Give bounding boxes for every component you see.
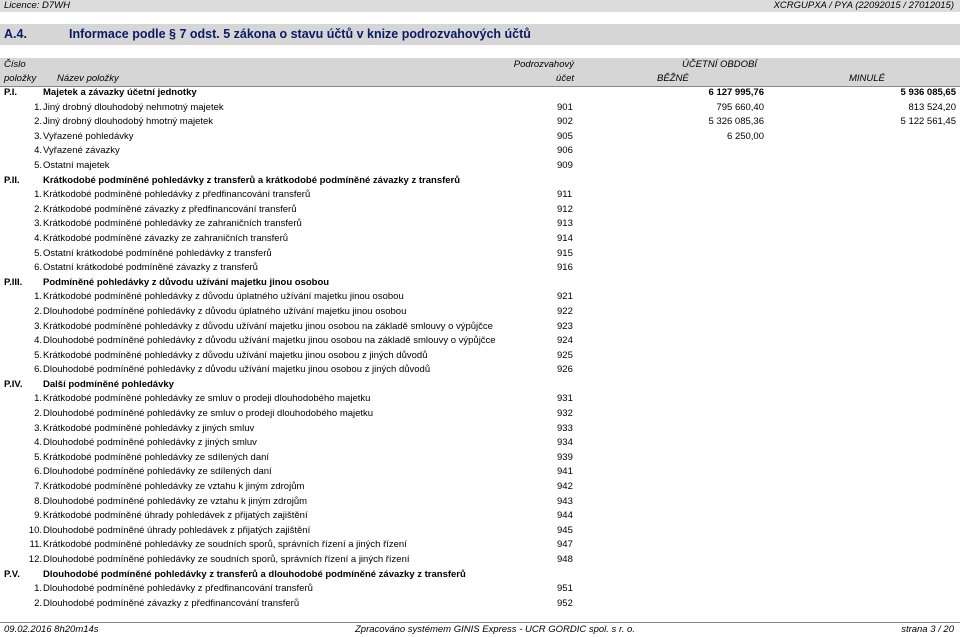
row-number: 4. [34, 335, 42, 347]
row-account: 931 [557, 393, 573, 405]
page-footer [0, 622, 960, 637]
row-current: 795 660,40 [716, 101, 764, 113]
row-label: Dlouhodobé podmíněné pohledávky ze soudních sporů, správních řízení a jiných řízení [43, 554, 410, 565]
row-label: Ostatní majetek [43, 159, 110, 171]
row-account: 943 [557, 495, 573, 507]
row-number: 3. [34, 218, 42, 230]
row-account: 934 [557, 437, 573, 449]
row-label: Krátkodobé podmíněné pohledávky z jiných smluv [43, 422, 255, 434]
row-account: 925 [557, 349, 573, 361]
col-polozky: položky [4, 73, 37, 84]
row-label: Krátkodobé podmíněné pohledávky ze soudních sporů, správních řízení a jiných řízení [43, 539, 407, 551]
row-number: 11. [29, 539, 42, 551]
row-label: Dlouhodobé podmíněné pohledávky ze smluv o prodeji dlouhodobého majetku [43, 408, 374, 420]
row-label: Krátkodobé podmíněné pohledávky z důvodu úplatného užívání majetku jinou osobou [43, 291, 404, 303]
row-number: 9. [34, 510, 42, 522]
row-number: 5. [34, 159, 42, 171]
row-number: 2. [34, 305, 42, 317]
row-number: P.V. [4, 568, 20, 580]
footer-page: strana 3 / 20 [901, 624, 954, 635]
col-nazev: Název položky [57, 73, 119, 84]
row-account: 924 [557, 335, 573, 347]
row-number: 2. [34, 203, 42, 215]
row-account: 933 [557, 422, 573, 434]
row-label: Krátkodobé podmíněné pohledávky ze zahraničních transferů [43, 218, 302, 230]
row-label: Krátkodobé podmíněné pohledávky z transferů a krátkodobé podmíněné závazky z transferů [43, 174, 461, 186]
table-row [0, 217, 960, 232]
col-cislo: Číslo [4, 59, 26, 70]
row-number: 3. [34, 130, 42, 142]
col-ucetni-obdobi: ÚČETNÍ OBDOBÍ [682, 59, 757, 70]
col-minule: MINULÉ [849, 73, 885, 84]
table-row [0, 115, 960, 130]
table-header-row-1 [0, 58, 960, 72]
row-account: 902 [557, 116, 573, 128]
row-number: 10. [28, 524, 42, 536]
row-number: 6. [34, 262, 42, 274]
row-account: 942 [557, 481, 573, 493]
row-account: 932 [557, 408, 573, 420]
table-row [0, 130, 960, 145]
table-row [0, 290, 960, 305]
row-current: 5 326 085,36 [708, 116, 764, 128]
row-label: Dlouhodobé podmíněné úhrady pohledávek z přijatých zajištění [43, 524, 311, 536]
row-label: Jiný drobný dlouhodobý nehmotný majetek [43, 101, 224, 113]
row-number: 3. [34, 320, 42, 332]
row-number: 5. [34, 247, 42, 259]
col-podrozvahovy: Podrozvahový [513, 59, 574, 70]
table-row [0, 203, 960, 218]
row-label: Krátkodobé podmíněné pohledávky ze sdílených daní [43, 451, 270, 463]
footer-date: 09.02.2016 8h20m14s [4, 624, 99, 635]
row-account: 948 [557, 554, 573, 565]
section-number: A.4. [4, 27, 27, 41]
row-label: Dlouhodobé podmíněné pohledávky z důvodu užívání majetku jinou osobou z jiných důvodů [43, 364, 431, 376]
table-header-row-2 [0, 72, 960, 87]
row-account: 914 [557, 232, 573, 244]
table-row [0, 349, 960, 364]
table-row [0, 524, 960, 539]
table-row [0, 509, 960, 524]
row-number: P.IV. [4, 378, 23, 390]
row-account: 939 [557, 451, 573, 463]
row-previous: 813 524,20 [908, 101, 956, 113]
row-label: Krátkodobé podmíněné pohledávky ze vztahu k jiným zdrojům [43, 481, 305, 493]
table-row [0, 407, 960, 422]
table-row [0, 480, 960, 495]
row-account: 905 [557, 130, 573, 142]
row-label: Podmíněné pohledávky z důvodu užívání majetku jinou osobou [43, 276, 330, 288]
table-row [0, 495, 960, 510]
row-label: Vyřazené pohledávky [43, 130, 134, 142]
row-label: Dlouhodobé podmíněné pohledávky z jiných smluv [43, 437, 257, 449]
row-account: 915 [557, 247, 573, 259]
row-account: 952 [557, 597, 573, 609]
row-label: Dlouhodobé podmíněné pohledávky ze vztahu k jiným zdrojům [43, 495, 308, 507]
row-number: 1. [34, 583, 42, 595]
row-previous: 5 122 561,45 [900, 116, 956, 128]
row-account: 916 [557, 262, 573, 274]
table-row [0, 101, 960, 116]
row-number: 5. [34, 451, 42, 463]
row-label: Dlouhodobé podmíněné pohledávky z důvodu užívání majetku jinou osobou na základě smlouvy o výpůjčce [43, 335, 496, 347]
table-row [0, 320, 960, 335]
footer-system: Zpracováno systémem GINIS Express - UCR GORDIC spol. s r. o. [355, 624, 635, 635]
section-row [0, 568, 960, 583]
row-label: Krátkodobé podmíněné pohledávky z důvodu užívání majetku jinou osobou z jiných důvodů [43, 349, 428, 361]
row-number: 12. [28, 554, 42, 565]
row-number: 6. [34, 466, 42, 478]
row-account: 926 [557, 364, 573, 376]
row-account: 901 [557, 101, 573, 113]
row-label: Dlouhodobé podmíněné pohledávky z důvodu úplatného užívání majetku jinou osobou [43, 305, 407, 317]
row-account: 923 [557, 320, 573, 332]
table-row [0, 305, 960, 320]
row-account: 912 [557, 203, 573, 215]
table-body [0, 86, 960, 611]
table-row [0, 261, 960, 276]
row-label: Krátkodobé podmíněné pohledávky z předfinancování transferů [43, 189, 311, 201]
row-label: Dlouhodobé podmíněné závazky z předfinancování transferů [43, 597, 300, 609]
row-number: 4. [34, 232, 42, 244]
row-label: Krátkodobé podmíněné pohledávky ze smluv o prodeji dlouhodobého majetku [43, 393, 371, 405]
table-row [0, 363, 960, 378]
table-row [0, 553, 960, 568]
row-label: Krátkodobé podmíněné závazky ze zahraničních transferů [43, 232, 289, 244]
row-account: 945 [557, 524, 573, 536]
row-previous: 5 936 085,65 [900, 87, 956, 98]
section-row [0, 174, 960, 189]
row-number: P.III. [4, 276, 23, 288]
row-account: 909 [557, 159, 573, 171]
row-number: 7. [34, 481, 42, 493]
row-label: Majetek a závazky účetní jednotky [43, 87, 197, 98]
row-number: 2. [34, 116, 42, 128]
row-label: Jiný drobný dlouhodobý hmotný majetek [43, 116, 214, 128]
licence-text: Licence: D7WH [4, 0, 70, 11]
table-row [0, 334, 960, 349]
row-number: 4. [34, 145, 42, 157]
row-account: 941 [557, 466, 573, 478]
row-label: Krátkodobé podmíněné závazky z předfinancování transferů [43, 203, 297, 215]
table-row [0, 422, 960, 437]
row-label: Krátkodobé podmíněné pohledávky z důvodu užívání majetku jinou osobou na základě smlouvy o výpůjčce [43, 320, 493, 332]
row-number: 6. [34, 364, 42, 376]
row-number: 1. [34, 101, 42, 113]
row-label: Další podmíněné pohledávky [43, 378, 174, 390]
row-account: 944 [557, 510, 573, 522]
row-current: 6 127 995,76 [708, 87, 764, 98]
reference-text: XCRGUPXA / PYA (22092015 / 27012015) [773, 0, 954, 11]
row-account: 922 [557, 305, 573, 317]
table-row [0, 465, 960, 480]
row-current: 6 250,00 [727, 130, 764, 142]
table-row [0, 582, 960, 597]
table-row [0, 144, 960, 159]
row-label: Ostatní krátkodobé podmíněné pohledávky z transferů [43, 247, 272, 259]
table-row [0, 436, 960, 451]
row-label: Dlouhodobé podmíněné pohledávky z transferů a dlouhodobé podmíněné závazky z transferů [43, 568, 466, 580]
row-label: Vyřazené závazky [43, 145, 120, 157]
row-account: 913 [557, 218, 573, 230]
row-number: 4. [34, 437, 42, 449]
row-account: 911 [557, 189, 573, 201]
row-number: 5. [34, 349, 42, 361]
row-account: 947 [557, 539, 573, 551]
row-number: 8. [34, 495, 42, 507]
table-row [0, 159, 960, 174]
section-row [0, 276, 960, 291]
row-number: 3. [34, 422, 42, 434]
row-account: 906 [557, 145, 573, 157]
row-number: 2. [34, 597, 42, 609]
row-number: 2. [34, 408, 42, 420]
table-row [0, 188, 960, 203]
table-row [0, 232, 960, 247]
row-label: Ostatní krátkodobé podmíněné závazky z transferů [43, 262, 258, 274]
col-bezne: BĚŽNÉ [657, 73, 689, 84]
col-ucet: účet [556, 73, 574, 84]
table-row [0, 538, 960, 553]
row-number: P.I. [4, 87, 18, 98]
top-info-bar [0, 0, 960, 12]
row-account: 951 [557, 583, 573, 595]
section-title: Informace podle § 7 odst. 5 zákona o stavu účtů v knize podrozvahových účtů [69, 27, 531, 41]
row-number: P.II. [4, 174, 20, 186]
row-account: 921 [557, 291, 573, 303]
row-label: Dlouhodobé podmíněné pohledávky ze sdílených daní [43, 466, 272, 478]
section-row [0, 378, 960, 393]
table-row [0, 247, 960, 262]
section-title-bar [0, 24, 960, 45]
row-number: 1. [34, 291, 42, 303]
row-number: 1. [34, 189, 42, 201]
section-row [0, 86, 960, 101]
table-row [0, 597, 960, 612]
table-row [0, 392, 960, 407]
table-row [0, 451, 960, 466]
row-number: 1. [34, 393, 42, 405]
row-label: Krátkodobé podmíněné úhrady pohledávek z přijatých zajištění [43, 510, 308, 522]
row-label: Dlouhodobé podmíněné pohledávky z předfinancování transferů [43, 583, 313, 595]
